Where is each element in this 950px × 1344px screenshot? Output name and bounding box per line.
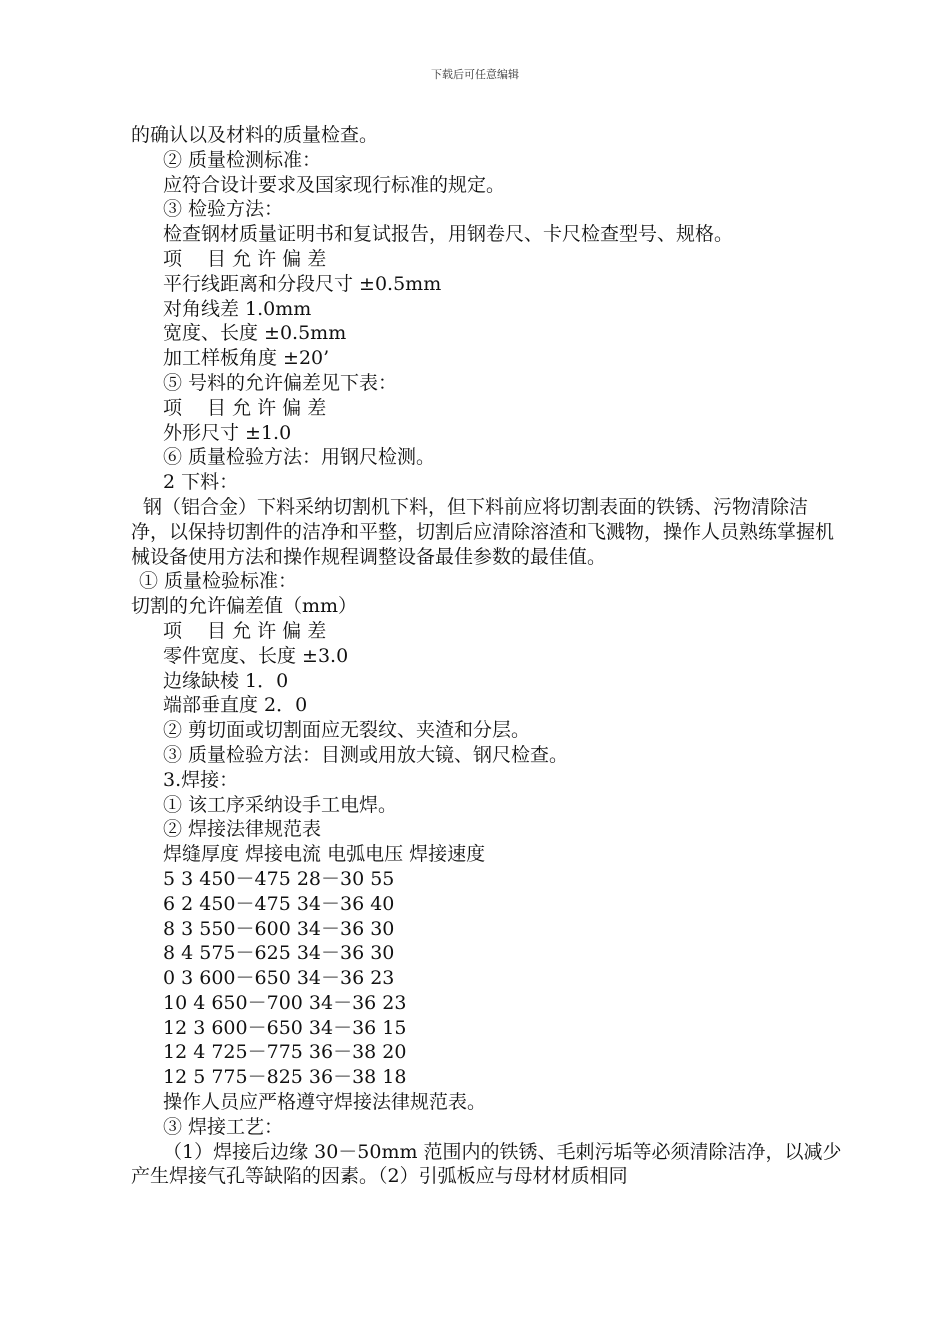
- text-line: ⑤ 号料的允许偏差见下表：: [163, 371, 398, 394]
- text-line: ③ 质量检验方法：目测或用放大镜、钢尺检查。: [163, 743, 569, 766]
- text-line: 12 3 600－650 34－36 15: [163, 1016, 407, 1039]
- document-body: [131, 123, 843, 1189]
- text-line: 12 4 725－775 36－38 20: [163, 1041, 407, 1064]
- text-line: ③ 检验方法：: [163, 198, 284, 221]
- text-line: 宽度、长度 ±0.5mm: [163, 322, 347, 345]
- text-line: 项 目 允 许 偏 差: [163, 619, 327, 642]
- text-line: 外形尺寸 ±1.0: [163, 421, 292, 444]
- text-line: 12 5 775－825 36－38 18: [163, 1066, 407, 1089]
- text-line: ② 剪切面或切割面应无裂纹、夹渣和分层。: [163, 719, 531, 742]
- text-line: 8 4 575－625 34－36 30: [163, 942, 395, 965]
- text-line: 焊缝厚度 焊接电流 电弧电压 焊接速度: [163, 843, 486, 866]
- text-line: 0 3 600－650 34－36 23: [163, 967, 395, 990]
- text-line: 切割的允许偏差值（mm）: [131, 595, 358, 618]
- text-line: 加工样板角度 ±20’: [163, 347, 330, 370]
- text-line: 边缘缺棱 1．0: [163, 669, 289, 692]
- text-line: 零件宽度、长度 ±3.0: [163, 644, 349, 667]
- text-line: 5 3 450－475 28－30 55: [163, 867, 395, 890]
- page-header: 下载后可任意编辑: [431, 68, 519, 81]
- text-line: ⑥ 质量检验方法：用钢尺检测。: [163, 446, 436, 469]
- text-line: 6 2 450－475 34－36 40: [163, 892, 395, 915]
- text-line: 端部垂直度 2．0: [163, 694, 308, 717]
- text-line: 对角线差 1.0mm: [163, 297, 312, 320]
- text-line: 平行线距离和分段尺寸 ±0.5mm: [163, 272, 442, 295]
- text-line: 3.焊接：: [163, 768, 239, 791]
- text-line: 项 目 允 许 偏 差: [163, 247, 327, 270]
- paragraph-cutting: 钢（铝合金）下料采纳切割机下料，但下料前应将切割表面的铁锈、污物清除洁净，以保持切割件的洁净和平整，切割后应清除溶渣和飞溅物，操作人员熟练掌握机械设备使用方法和操作规程调整设备最佳参数的最佳值。: [131, 495, 835, 568]
- text-line: ① 该工序采纳设手工电焊。: [163, 793, 398, 816]
- text-line: ② 质量检测标准：: [163, 148, 322, 171]
- paragraph-welding-process: （1）焊接后边缘 30－50mm 范围内的铁锈、毛刺污垢等必须清除洁净，以减少产生焊接气孔等缺陷的因素。（2）引弧板应与母材材质相同: [131, 1140, 842, 1188]
- text-line: 10 4 650－700 34－36 23: [163, 991, 407, 1014]
- text-line: 2 下料：: [163, 471, 239, 494]
- text-line: 8 3 550－600 34－36 30: [163, 917, 395, 940]
- text-line: 项 目 允 许 偏 差: [163, 396, 327, 419]
- text-line: 的确认以及材料的质量检查。: [131, 124, 379, 146]
- text-line: ① 质量检验标准：: [139, 570, 298, 593]
- text-line: ② 焊接法律规范表: [163, 818, 322, 841]
- text-block-welding: [131, 569, 843, 1139]
- text-line: ③ 焊接工艺：: [163, 1115, 284, 1138]
- text-line: 检查钢材质量证明书和复试报告，用钢卷尺、卡尺检查型号、规格。: [163, 223, 734, 246]
- text-line: 应符合设计要求及国家现行标准的规定。: [163, 173, 506, 196]
- text-line: 操作人员应严格遵守焊接法律规范表。: [163, 1091, 487, 1114]
- text-block-material-check: [131, 123, 843, 495]
